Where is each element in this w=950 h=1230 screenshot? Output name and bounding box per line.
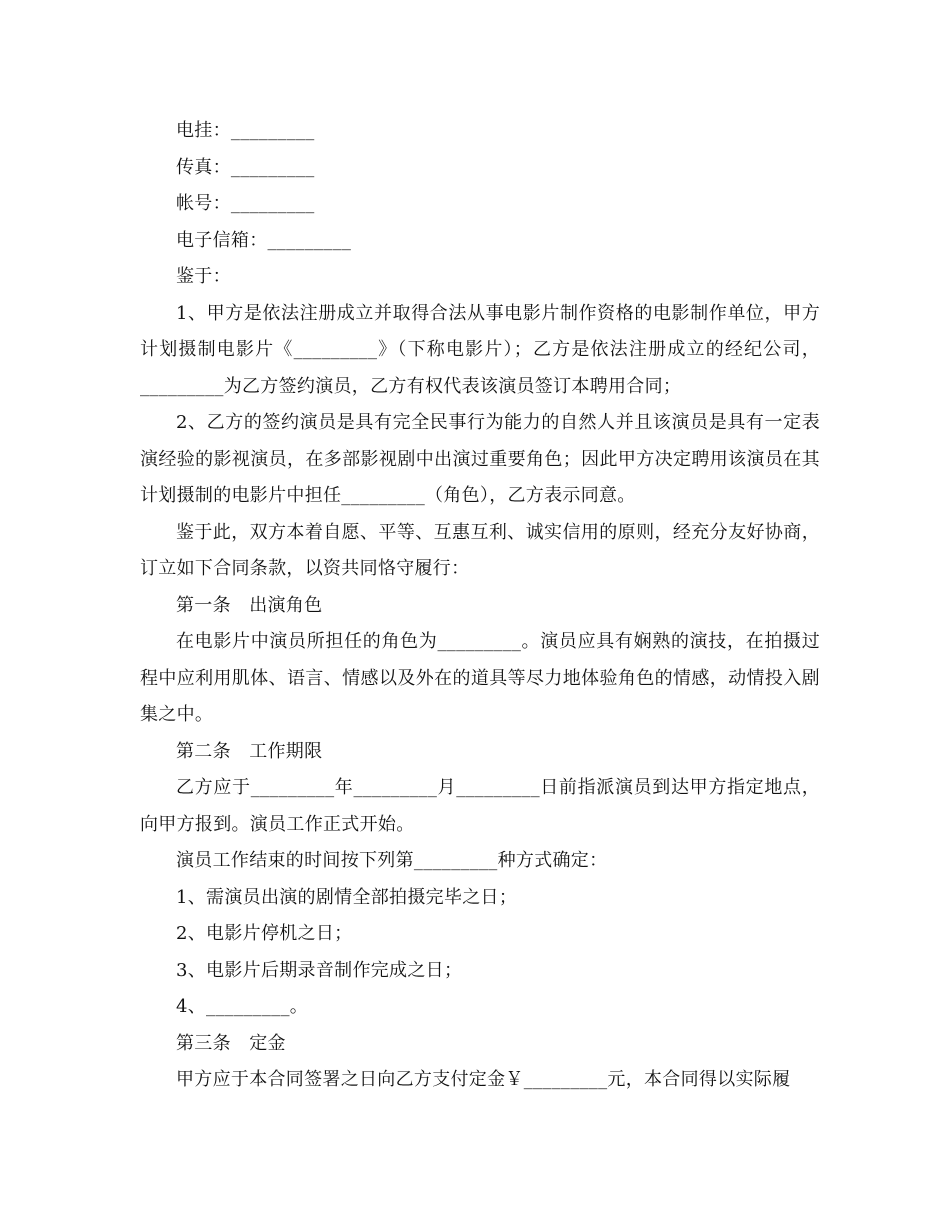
article-2-heading: 第二条 工作期限 — [176, 740, 323, 762]
paragraph-recital-2: 2、乙方的签约演员是具有完全民事行为能力的自然人并且该演员是具有一定表演经验的影视演员，在多部影视剧中出演过重要角色；因此甲方决定聘用该演员在其计划摄制的电影片中担任_________（角色），乙方表示同意。 — [140, 412, 820, 506]
paragraph-telegraph: 电挂：_________ — [176, 120, 315, 141]
document-body — [140, 113, 820, 1099]
paragraph-recital-1: 1、甲方是依法注册成立并取得合法从事电影片制作资格的电影制作单位，甲方计划摄制电影片《_________》（下称电影片）；乙方是依法注册成立的经纪公司，_________为乙方签约演员，乙方有权代表该演员签订本聘用合同； — [140, 302, 820, 397]
article-1-body: 在电影片中演员所担任的角色为_________。演员应具有娴熟的演技，在拍摄过程中应利用肌体、语言、情感以及外在的道具等尽力地体验角色的情感，动情投入剧集之中。 — [140, 631, 820, 725]
end-method-option-4: 4、_________。 — [176, 996, 309, 1017]
paragraph-fax: 传真：_________ — [176, 156, 315, 178]
paragraph-whereas: 鉴于： — [176, 266, 231, 287]
paragraph-email: 电子信箱：_________ — [176, 229, 352, 251]
article-2-body: 乙方应于_________年_________月_________日前指派演员到达甲方指定地点，向甲方报到。演员工作正式开始。 — [140, 777, 820, 835]
article-1-heading: 第一条 出演角色 — [176, 594, 323, 616]
paragraph-account: 帐号：_________ — [176, 193, 315, 214]
end-method-option-2: 2、电影片停机之日； — [176, 923, 353, 944]
end-method-option-1: 1、需演员出演的剧情全部拍摄完毕之日； — [176, 886, 518, 908]
paragraph-agreement: 鉴于此，双方本着自愿、平等、互惠互利、诚实信用的原则，经充分友好协商，订立如下合同条款，以资共同恪守履行： — [140, 521, 820, 579]
article-3-body: 甲方应于本合同签署之日向乙方支付定金￥_________元，本合同得以实际履 — [176, 1069, 791, 1090]
end-method-option-3: 3、电影片后期录音制作完成之日； — [176, 959, 463, 981]
article-3-heading: 第三条 定金 — [176, 1032, 286, 1054]
article-2-end-method: 演员工作结束的时间按下列第_________种方式确定： — [176, 850, 608, 871]
